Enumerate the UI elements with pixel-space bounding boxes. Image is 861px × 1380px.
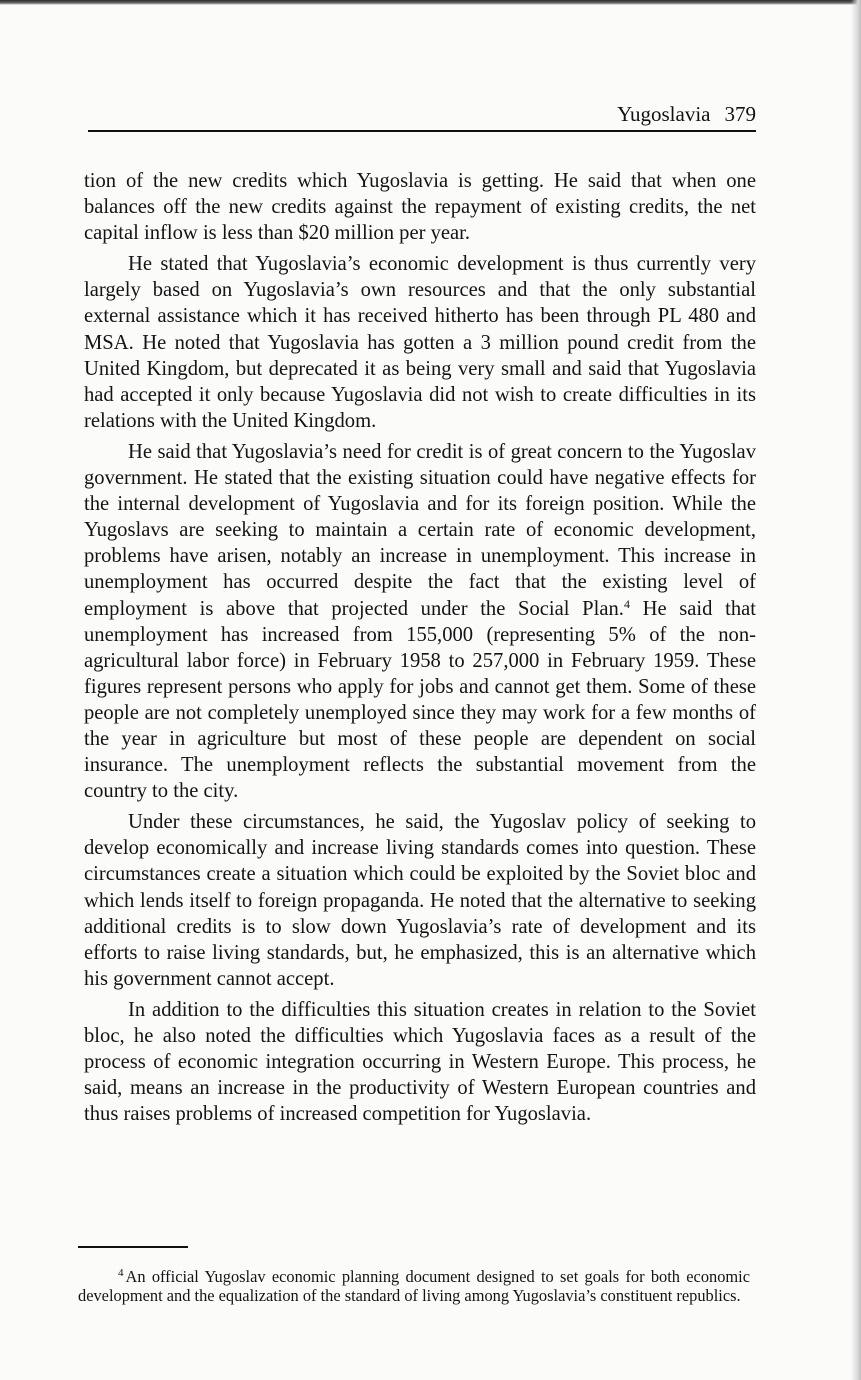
body-text <box>84 168 756 1127</box>
page-number: 379 <box>724 102 756 126</box>
paragraph-4: Under these circumstances, he said, the Yugoslav policy of seeking to develop economically and increase living standards comes into question. These circumstances create a situation which could be exploited by the Soviet bloc and which lends itself to foreign propaganda. He noted that the alternative to seeking additional credits is to slow down Yugoslavia’s rate of development and its efforts to raise living standards, but, he emphasized, this is an alternative which his government cannot accept. <box>84 811 756 990</box>
footnote-text: An official Yugoslav economic planning document designed to set goals for both economic development and the equalization of the standard of living among Yugoslavia’s constituent republics. <box>78 1267 750 1305</box>
paragraph-5: In addition to the difficulties this situation creates in relation to the Soviet bloc, he also noted the difficulties which Yugoslavia faces as a result of the process of economic integration occurring in Western Europe. This process, he said, means an increase in the productivity of Western European countries and thus raises problems of increased competition for Yugoslavia. <box>84 998 756 1126</box>
footnote-reference: 4 <box>623 596 630 611</box>
footnote-number: 4 <box>118 1267 124 1279</box>
paragraph-3 <box>84 439 756 804</box>
paragraph-3-part-a: He said that Yugoslavia’s need for credit is of great concern to the Yugoslav government. He stated that the existing situation could have negative effects for the internal development of Yugoslavia and for its foreign position. While the Yugoslavs are seeking to maintain a certain rate of economic development, problems have arisen, notably an increase in unemployment. This increase in unemployment has occurred despite the fact that the existing level of employment is above that projected under the Social Plan. <box>84 440 756 620</box>
scan-top-edge <box>0 0 861 5</box>
footnote-lead <box>78 1267 126 1286</box>
paragraph-3-part-b: He said that unemployment has increased from 155,000 (representing 5% of the non-agricultural labor force) in February 1958 to 257,000 in February 1959. These figures represent persons who apply for jobs and cannot get them. Some of these people are not completely unemployed since they may work for a few months of the year in agriculture but most of these people are dependent on social insurance. The unemployment reflects the substantial movement from the country to the city. <box>84 597 756 803</box>
footnote <box>78 1268 750 1305</box>
running-title: Yugoslavia <box>617 102 711 126</box>
running-header <box>88 100 756 128</box>
scan-right-edge <box>851 0 861 1380</box>
paragraph-2: He stated that Yugoslavia’s economic development is thus currently very largely based on Yugoslavia’s own resources and that the only substantial external assistance which it has received hitherto has been through PL 480 and MSA. He noted that Yugoslavia has gotten a 3 million pound credit from the United Kingdom, but deprecated it as being very small and said that Yugoslavia had accepted it only because Yugoslavia did not wish to create difficulties in its relations with the United Kingdom. <box>84 253 756 432</box>
footnote-rule <box>78 1246 188 1248</box>
header-rule <box>88 130 756 132</box>
paragraph-1: tion of the new credits which Yugoslavia is getting. He said that when one balances off the new credits against the repayment of existing credits, the net capital inflow is less than $20 million per year. <box>84 170 756 245</box>
